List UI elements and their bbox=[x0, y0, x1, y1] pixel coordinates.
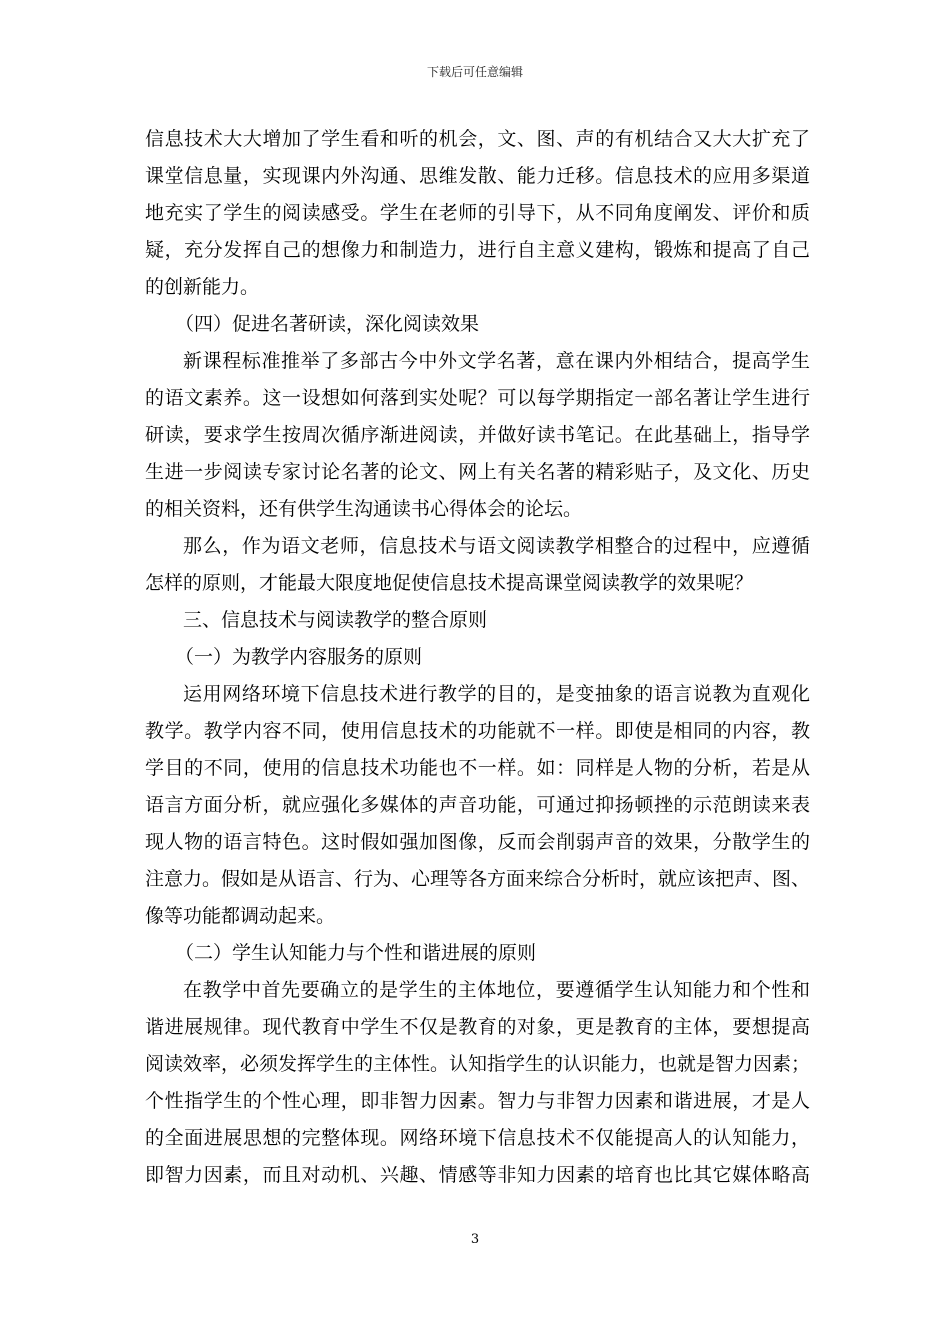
text-line: 生进一步阅读专家讨论名著的论文、网上有关名著的精彩贴子，及文化、历史 bbox=[145, 461, 810, 483]
text-line: 的创新能力。 bbox=[145, 276, 260, 298]
text-line: 课堂信息量，实现课内外沟通、思维发散、能力迁移。信息技术的应用多渠道 bbox=[145, 165, 810, 187]
text-line: 现人物的语言特色。这时假如强加图像，反而会削弱声音的效果，分散学生的 bbox=[145, 831, 810, 853]
text-line: 新课程标准推举了多部古今中外文学名著，意在课内外相结合，提高学生 bbox=[183, 350, 810, 372]
section-heading: （二）学生认知能力与个性和谐进展的原则 bbox=[175, 942, 537, 964]
text-line: 信息技术大大增加了学生看和听的机会，文、图、声的有机结合又大大扩充了 bbox=[145, 128, 810, 150]
text-line: 语言方面分析，就应强化多媒体的声音功能，可通过抑扬顿挫的示范朗读来表 bbox=[145, 794, 810, 816]
text-line: 谐进展规律。现代教育中学生不仅是教育的对象，更是教育的主体，要想提高 bbox=[145, 1016, 810, 1038]
text-line: 地充实了学生的阅读感受。学生在老师的引导下，从不同角度阐发、评价和质 bbox=[145, 202, 810, 224]
text-line: 的全面进展思想的完整体现。网络环境下信息技术不仅能提高人的认知能力， bbox=[145, 1127, 810, 1149]
text-line: 阅读效率，必须发挥学生的主体性。认知指学生的认识能力，也就是智力因素； bbox=[145, 1053, 811, 1075]
text-line: 运用网络环境下信息技术进行教学的目的，是变抽象的语言说教为直观化 bbox=[183, 683, 810, 705]
text-line: 个性指学生的个性心理，即非智力因素。智力与非智力因素和谐进展，才是人 bbox=[145, 1090, 810, 1112]
text-line: 像等功能都调动起来。 bbox=[145, 905, 336, 927]
page-number: 3 bbox=[470, 1232, 480, 1247]
document-body bbox=[145, 121, 810, 1194]
text-line: 怎样的原则，才能最大限度地促使信息技术提高课堂阅读教学的效果呢？ bbox=[145, 572, 754, 594]
text-line: 在教学中首先要确立的是学生的主体地位，要遵循学生认知能力和个性和 bbox=[183, 979, 810, 1001]
text-line: 那么，作为语文老师，信息技术与语文阅读教学相整合的过程中，应遵循 bbox=[183, 535, 810, 557]
text-line: 注意力。假如是从语言、行为、心理等各方面来综合分析时，就应该把声、图、 bbox=[145, 868, 811, 890]
section-heading: （一）为教学内容服务的原则 bbox=[175, 646, 423, 668]
text-line: 的语文素养。这一设想如何落到实处呢？可以每学期指定一部名著让学生进行 bbox=[145, 387, 810, 409]
text-line: 疑，充分发挥自己的想像力和制造力，进行自主意义建构，锻炼和提高了自己 bbox=[145, 239, 810, 261]
text-line: 即智力因素，而且对动机、兴趣、情感等非知力因素的培育也比其它媒体略高 bbox=[145, 1164, 810, 1186]
text-line: 研读，要求学生按周次循序渐进阅读，并做好读书笔记。在此基础上，指导学 bbox=[145, 424, 810, 446]
section-heading: （四）促进名著研读，深化阅读效果 bbox=[175, 313, 480, 335]
page-header: 下载后可任意编辑 bbox=[426, 65, 523, 79]
text-line: 学目的不同，使用的信息技术功能也不一样。如：同样是人物的分析，若是从 bbox=[145, 757, 810, 779]
text-line: 教学。教学内容不同，使用信息技术的功能就不一样。即使是相同的内容，教 bbox=[145, 720, 810, 742]
section-heading: 三、信息技术与阅读教学的整合原则 bbox=[183, 609, 488, 631]
text-line: 的相关资料，还有供学生沟通读书心得体会的论坛。 bbox=[145, 498, 583, 520]
